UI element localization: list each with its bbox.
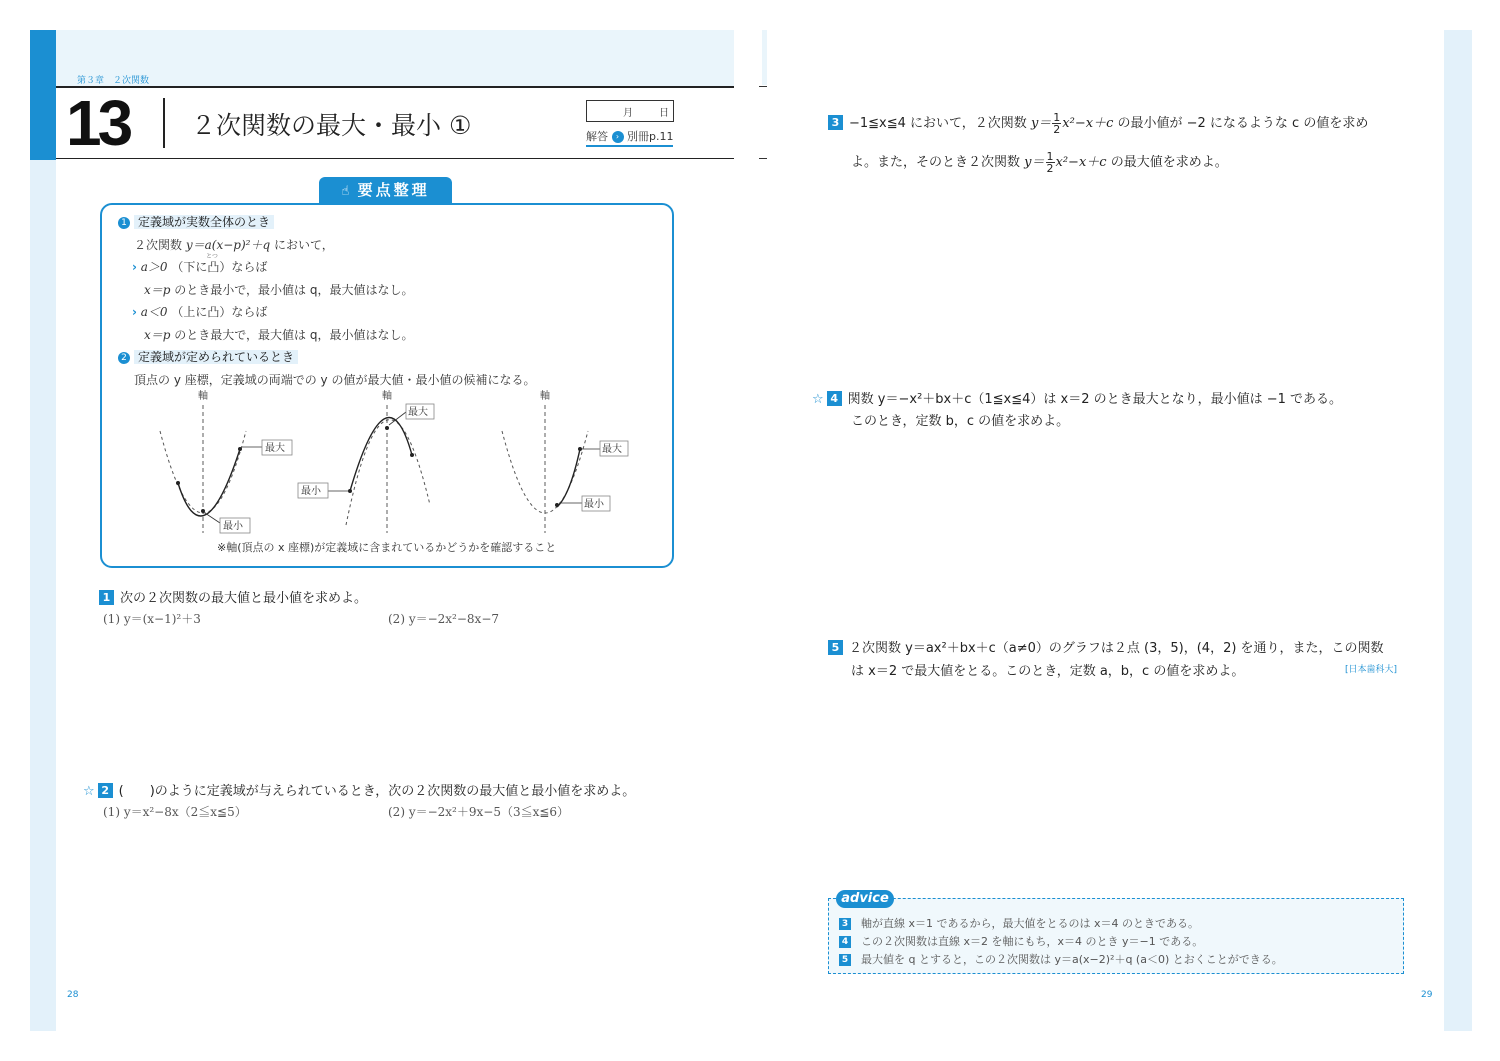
left-page-strip-accent bbox=[30, 30, 56, 160]
case2-result bbox=[144, 326, 413, 343]
spine-mark bbox=[759, 158, 767, 159]
star-icon: ☆ bbox=[812, 392, 824, 407]
question-3-line-2 bbox=[851, 151, 1228, 174]
vertex-dot bbox=[201, 509, 205, 513]
star-icon: ☆ bbox=[83, 784, 95, 799]
case1-result-text: のとき最小で，最小値は q，最大値はなし。 bbox=[174, 283, 414, 297]
case2-result-text: のとき最大で，最大値は q，最小値はなし。 bbox=[174, 328, 414, 342]
section2-text: 頂点の y 座標，定義域の両端での y の値が最大値・最小値の候補になる。 bbox=[134, 373, 536, 387]
arrow-icon: › bbox=[612, 131, 624, 143]
min-label: 最小 bbox=[301, 486, 321, 497]
advice-text: この２次関数は直線 x＝2 を軸にもち，x＝4 のとき y＝−1 である。 bbox=[861, 935, 1204, 948]
min-label: 最小 bbox=[584, 499, 604, 510]
axis-label: 軸 bbox=[198, 391, 208, 402]
intro-post: において， bbox=[273, 238, 334, 252]
endpoint-dot bbox=[176, 481, 180, 485]
case1-text: （下に凸）ならば bbox=[171, 260, 268, 274]
q3-formula-rest: x²−x＋c bbox=[1055, 155, 1107, 170]
header-band bbox=[56, 30, 734, 86]
question-5-line-1 bbox=[828, 637, 1384, 656]
advice-item bbox=[839, 933, 1203, 949]
pointer-hand-icon: ☝ bbox=[341, 184, 350, 199]
endpoint-dot bbox=[578, 447, 582, 451]
advice-badge: advice bbox=[836, 890, 894, 908]
question-1-part-1: (1) y＝(x−1)²＋3 bbox=[103, 612, 201, 626]
q3-fraction bbox=[1052, 112, 1061, 135]
question-1 bbox=[99, 587, 367, 606]
diagram-upward-axis-outside bbox=[502, 389, 628, 533]
fraction-numerator: 1 bbox=[1046, 150, 1054, 163]
vertex-dot bbox=[385, 426, 389, 430]
max-label: 最大 bbox=[265, 443, 285, 454]
endpoint-dot bbox=[348, 489, 352, 493]
chevron-right-icon: › bbox=[132, 305, 137, 319]
date-month-label: 月 bbox=[623, 108, 633, 119]
max-label: 最大 bbox=[408, 407, 428, 418]
parabola-solid bbox=[557, 449, 580, 507]
parabola-solid bbox=[350, 418, 412, 492]
axis-label: 軸 bbox=[382, 391, 392, 402]
q3-fraction bbox=[1046, 151, 1055, 174]
question-4-line-1 bbox=[812, 388, 1342, 407]
source-tag: [日本歯科大] bbox=[1345, 665, 1398, 675]
header-rule-top bbox=[56, 86, 734, 88]
page-number-right: 29 bbox=[1421, 990, 1433, 1000]
max-label: 最大 bbox=[602, 444, 622, 455]
lesson-number: 13 bbox=[66, 87, 130, 159]
endpoint-dot bbox=[555, 503, 559, 507]
q5-line1: ２次関数 y＝ax²＋bx＋c（a≠0）のグラフは２点 (3，5)，(4，2) を通り，また，この関数 bbox=[849, 641, 1384, 656]
question-number-badge: 5 bbox=[828, 640, 843, 655]
case2-result-formula: x＝p bbox=[144, 328, 171, 342]
case2-condition bbox=[132, 303, 267, 320]
section-heading-text: 定義域が実数全体のとき bbox=[134, 215, 274, 229]
summary-tab bbox=[319, 177, 452, 203]
question-2 bbox=[83, 780, 635, 799]
summary-section2-heading bbox=[118, 348, 298, 365]
answer-reference bbox=[586, 128, 673, 147]
axis-label: 軸 bbox=[540, 391, 550, 402]
chevron-right-icon: › bbox=[132, 260, 137, 274]
endpoint-dot bbox=[238, 447, 242, 451]
case1-cond: a＞0 bbox=[140, 260, 168, 274]
q3-formula-rest: x²−x＋c bbox=[1062, 116, 1114, 131]
advice-number-badge: 5 bbox=[839, 954, 851, 966]
summary-note: ※軸(頂点の x 座標)が定義域に含まれているかどうかを確認すること bbox=[217, 541, 557, 554]
question-1-part-2: (2) y＝−2x²−8x−7 bbox=[388, 612, 500, 626]
intro-formula: y＝a(x−p)²＋q bbox=[185, 238, 271, 252]
fraction-numerator: 1 bbox=[1053, 111, 1061, 124]
q3-line2-post: の最大値を求めよ。 bbox=[1110, 155, 1228, 170]
parabola-solid bbox=[178, 449, 240, 516]
advice-text: 最大値を q とすると，この２次関数は y＝a(x−2)²＋q (a＜0) とおくことができる。 bbox=[861, 953, 1283, 966]
section-number-badge: 2 bbox=[118, 352, 130, 364]
answer-ref-page: 別冊p.11 bbox=[627, 130, 674, 143]
summary-box bbox=[100, 203, 674, 568]
q4-line1: 関数 y＝−x²＋bx＋c（1≦x≦4）は x＝2 のとき最大となり，最小値は −1 である。 bbox=[847, 392, 1343, 407]
min-label: 最小 bbox=[223, 521, 243, 532]
q3-line2-pre: よ。また，そのとき２次関数 bbox=[851, 155, 1021, 170]
question-number-badge: 1 bbox=[99, 590, 114, 605]
left-page-strip bbox=[30, 30, 56, 1031]
question-number-badge: 2 bbox=[98, 783, 113, 798]
parabola-diagrams bbox=[102, 385, 672, 545]
question-number-badge: 3 bbox=[828, 115, 843, 130]
question-3-line-1 bbox=[828, 112, 1368, 135]
lesson-title: ２次関数の最大・最小 ① bbox=[191, 111, 472, 140]
case1-condition bbox=[132, 258, 267, 275]
summary-section1-heading bbox=[118, 213, 274, 230]
right-page-strip bbox=[1444, 30, 1472, 1031]
page-number-left: 28 bbox=[67, 990, 79, 1000]
q3-formula-y: y＝ bbox=[1030, 116, 1052, 131]
date-box bbox=[586, 100, 674, 122]
advice-number-badge: 3 bbox=[839, 918, 851, 930]
case1-result bbox=[144, 281, 413, 298]
case1-ruby: とつ bbox=[206, 253, 218, 260]
answer-ref-prefix: 解答 bbox=[586, 130, 608, 143]
question-2-part-2: (2) y＝−2x²＋9x−5（3≦x≦6） bbox=[388, 805, 570, 819]
q3-formula-y: y＝ bbox=[1024, 155, 1045, 170]
q3-line1-pre: −1≦x≦4 において，２次関数 bbox=[849, 116, 1027, 131]
leader-line bbox=[205, 513, 220, 523]
fraction-denominator: 2 bbox=[1053, 123, 1061, 136]
q3-line1-post: の最小値が −2 になるような c の値を求め bbox=[1117, 116, 1369, 131]
case1-result-formula: x＝p bbox=[144, 283, 171, 297]
chapter-label: 第３章 ２次関数 bbox=[77, 76, 150, 86]
case2-text: （上に凸）ならば bbox=[171, 305, 268, 319]
question-text: 次の２次関数の最大値と最小値を求めよ。 bbox=[120, 591, 368, 606]
question-2-part-1: (1) y＝x²−8x（2≦x≦5） bbox=[103, 805, 247, 819]
question-4-line-2: このとき，定数 b，c の値を求めよ。 bbox=[851, 414, 1070, 429]
summary-tab-label: 要点整理 bbox=[357, 181, 430, 199]
section-heading-text: 定義域が定められているとき bbox=[134, 350, 298, 364]
spine-shade bbox=[762, 30, 767, 85]
advice-box bbox=[828, 898, 1404, 974]
title-divider bbox=[163, 98, 165, 148]
endpoint-dot bbox=[410, 453, 414, 457]
section-number-badge: 1 bbox=[118, 217, 130, 229]
question-5-line-2: は x＝2 で最大値をとる。このとき，定数 a，b，c の値を求めよ。 bbox=[851, 664, 1245, 679]
advice-text: 軸が直線 x＝1 であるから，最大値をとるのは x＝4 のときである。 bbox=[861, 917, 1200, 930]
fraction-denominator: 2 bbox=[1046, 162, 1054, 175]
parabola-dashed bbox=[346, 420, 430, 525]
diagram-downward-axis-inside bbox=[298, 389, 434, 533]
summary-intro bbox=[134, 236, 334, 253]
date-day-label: 日 bbox=[659, 108, 669, 119]
diagram-upward-axis-inside bbox=[160, 389, 292, 533]
advice-item bbox=[839, 951, 1283, 967]
advice-item bbox=[839, 915, 1199, 931]
intro-pre: ２次関数 bbox=[134, 238, 183, 252]
advice-number-badge: 4 bbox=[839, 936, 851, 948]
question-number-badge: 4 bbox=[827, 391, 842, 406]
spine-mark bbox=[759, 86, 767, 87]
question-text: ( )のように定義域が与えられているとき，次の２次関数の最大値と最小値を求めよ。 bbox=[118, 784, 636, 799]
case2-cond: a＜0 bbox=[140, 305, 168, 319]
header-rule-bottom bbox=[56, 158, 734, 159]
